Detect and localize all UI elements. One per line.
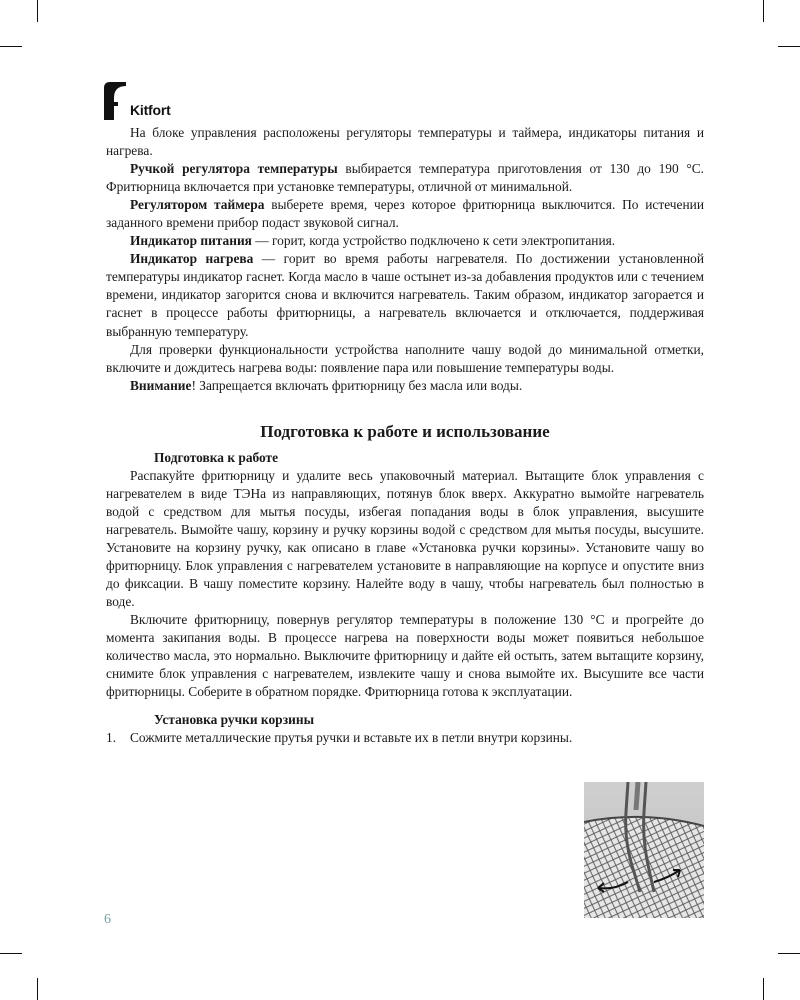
crop-mark <box>37 0 38 22</box>
paragraph: На блоке управления расположены регуляторы температуры и таймера, индикаторы питания и нагрева. <box>106 125 704 159</box>
brand-name: Kitfort <box>130 102 171 118</box>
basket-handle-illustration <box>584 782 704 918</box>
crop-mark <box>0 46 22 47</box>
crop-mark <box>37 978 38 1000</box>
paragraph: Для проверки функциональности устройства наполните чашу водой до минимальной отметки, включите и дождитесь нагрева воды: появление пара или повышение температуры воды. <box>106 341 704 375</box>
list-number: 1. <box>106 730 117 746</box>
crop-mark <box>763 978 764 1000</box>
paragraph: Регулятором таймера выберете время, через которое фритюрница выключится. По истечении заданного времени прибор подаст звуковой сигнал. <box>106 197 704 231</box>
section-title: Подготовка к работе и использование <box>260 421 550 441</box>
crop-mark <box>778 46 800 47</box>
crop-mark <box>0 953 22 954</box>
kitfort-logo-icon <box>104 82 126 120</box>
subheading: Установка ручки корзины <box>154 712 315 728</box>
paragraph: Индикатор питания — горит, когда устройство подключено к сети электропитания. <box>130 233 616 249</box>
page-number: 6 <box>104 912 111 927</box>
paragraph: Внимание! Запрещается включать фритюрницу без масла или воды. <box>130 377 523 393</box>
brand-logo <box>104 82 224 122</box>
crop-mark <box>763 0 764 22</box>
list-text: Сожмите металлические прутья ручки и вставьте их в петли внутри корзины. <box>130 730 573 746</box>
paragraph: Включите фритюрницу, повернув регулятор температуры в положение 130 °С и прогрейте до момента закипания воды. В процессе нагрева на поверхности воды может появиться небольшое количество масла, это нормально. Выключите фритюрницу и дайте ей остыть, затем вытащите корзину, снимите блок управления с нагревателем, извлеките чашу и снова вымойте их. Высушите все части фритюрницы. Соберите в обратном порядке. Фритюрница готова к эксплуатации. <box>106 612 704 700</box>
page-content <box>106 124 704 747</box>
subheading: Подготовка к работе <box>154 449 279 465</box>
basket-handle-photo <box>584 782 704 918</box>
paragraph: Распакуйте фритюрницу и удалите весь упаковочный материал. Вытащите блок управления с нагревателем в виде ТЭНа из направляющих, потянув блок вверх. Аккуратно вымойте нагреватель водой с средством для мытья посуды, избегая попадания воды в блок управления, высушите нагреватель. Вымойте чашу, корзину и ручку корзины водой с средством для мытья посуды, высушите. Установите на корзину ручку, как описано в главе «Установка ручки корзины». Установите чашу во фритюрницу. Блок управления с нагревателем установите в направляющие на корпусе и опустите вниз до фиксации. В чашу поместите корзину. Налейте воду в чашу, чтобы нагреватель был полностью в воде. <box>106 467 704 610</box>
paragraph: Ручкой регулятора температуры выбирается температура приготовления от 130 до 190 °С. Фритюрница включается при установке температуры, отличной от минимальной. <box>106 161 704 195</box>
paragraph: Индикатор нагрева — горит во время работы нагревателя. По достижении установленной температуры индикатор гаснет. Когда масло в чаше остынет из-за добавления продуктов или с течением времени, индикатор загорится снова и включится нагреватель. Таким образом, индикатор загорается и гаснет в процессе работы фритюрницы, а нагреватель включается и отключается, поддерживая выбранную температуру. <box>106 251 704 339</box>
list-item <box>106 729 576 747</box>
crop-mark <box>778 953 800 954</box>
